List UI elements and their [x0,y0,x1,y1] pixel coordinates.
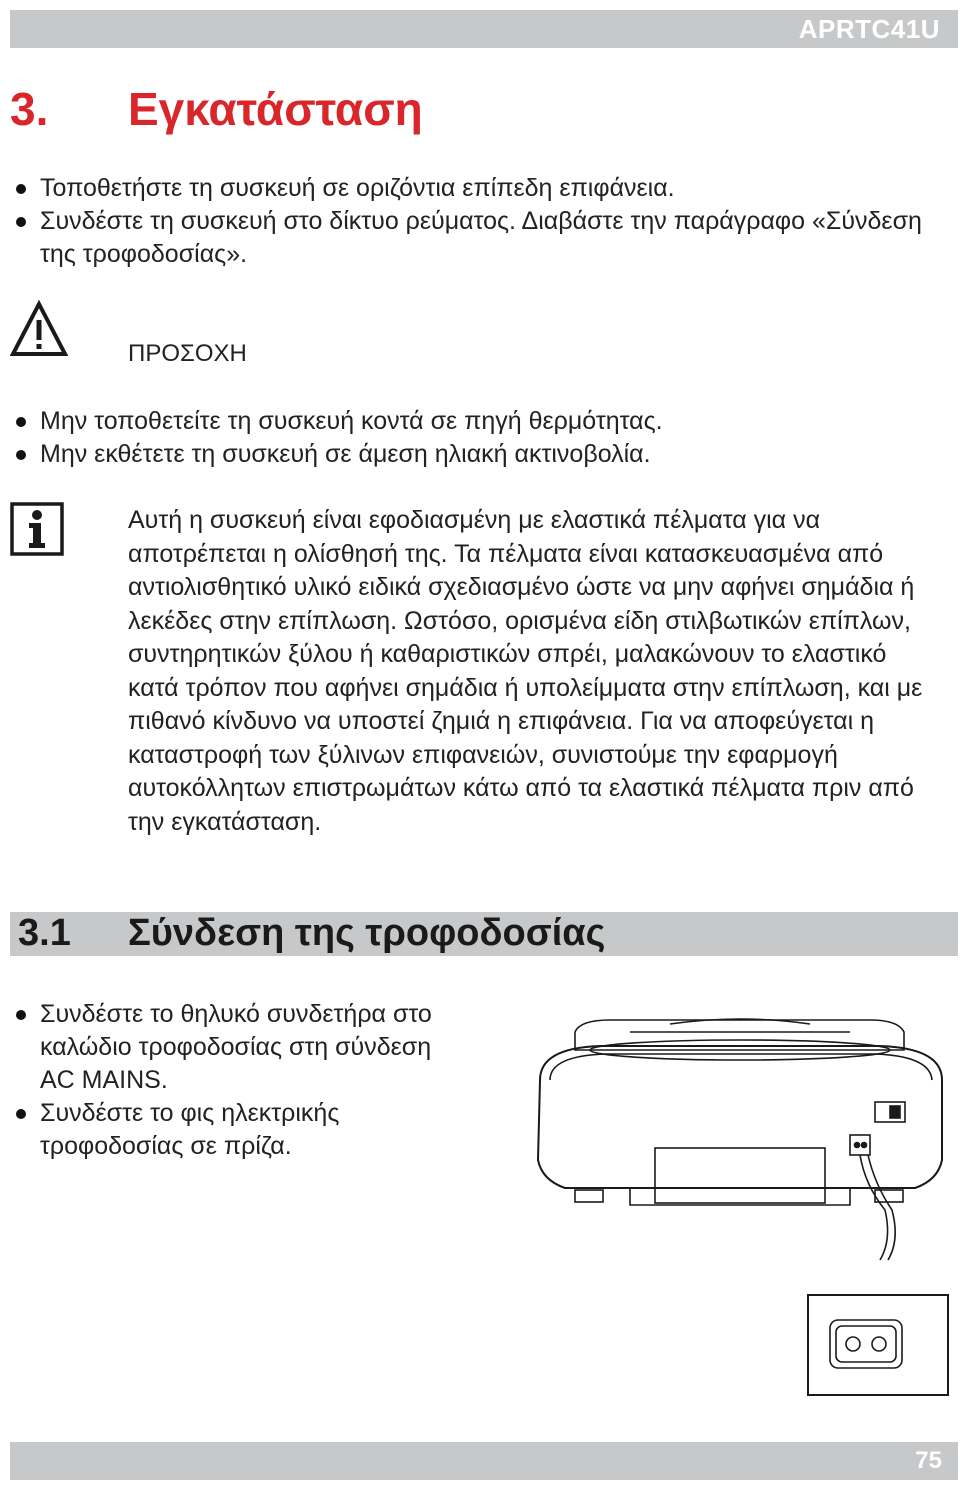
caution-list [10,405,940,471]
list-item: Συνδέστε τη συσκευή στο δίκτυο ρεύματος. Διαβάστε την παράγραφο «Σύνδεση της τροφοδοσίας». [10,205,940,271]
list-item: Τοποθετήστε τη συσκευή σε οριζόντια επίπεδη επιφάνεια. [10,172,940,205]
list-item: Συνδέστε το φις ηλεκτρικής τροφοδοσίας σε πρίζα. [10,1097,470,1163]
section-title: Εγκατάσταση [128,83,423,135]
device-illustration [520,1010,960,1400]
list-item: Μην εκθέτετε τη συσκευή σε άμεση ηλιακή ακτινοβολία. [10,438,940,471]
caution-label: ΠΡΟΣΟΧΗ [128,340,247,367]
warning-triangle-icon [10,300,68,358]
section-number: 3. [10,83,49,135]
list-item: Μην τοποθετείτε τη συσκευή κοντά σε πηγή θερμότητας. [10,405,940,438]
footer-bar [10,1442,958,1480]
subsection-bar [10,912,958,956]
page-number: 75 [915,1447,942,1474]
note-paragraph: Αυτή η συσκευή είναι εφοδιασμένη με ελαστικά πέλματα για να αποτρέπεται η ολίσθησή της. Τα πέλματα είναι κατασκευασμένα από αντιολισθητικό υλικό ειδικά σχεδιασμένο ώστε να μην αφήνει σημάδια ή λεκέδες στην επίπλωση. Ωστόσο, ορισμένα είδη στιλβωτικών επίπλων, συντηρητικών ξύλου ή καθαριστικών σπρέι, μαλακώνουν το ελαστικό κατά τρόπον που αφήνει σημάδια ή υπολείμματα στην επίπλωση, και με πιθανό κίνδυνο να υποστεί ζημιά η επιφάνεια. Για να αποφεύγεται η καταστροφή των ξύλινων επιφανειών, συνιστούμε την εφαρμογή αυτοκόλλητων επιστρωμάτων κάτω από τα ελαστικά πέλματα πριν από την εγκατάσταση. [128,506,923,836]
subsection-number: 3.1 [18,912,71,954]
power-list [10,998,470,1163]
subsection-title: Σύνδεση της τροφοδοσίας [128,912,606,954]
intro-list [10,172,940,271]
info-icon [10,502,64,556]
model-name: APRTC41U [798,14,940,44]
list-item: Συνδέστε το θηλυκό συνδετήρα στο καλώδιο τροφοδοσίας στη σύνδεση AC MAINS. [10,998,470,1097]
header-bar [10,10,958,48]
